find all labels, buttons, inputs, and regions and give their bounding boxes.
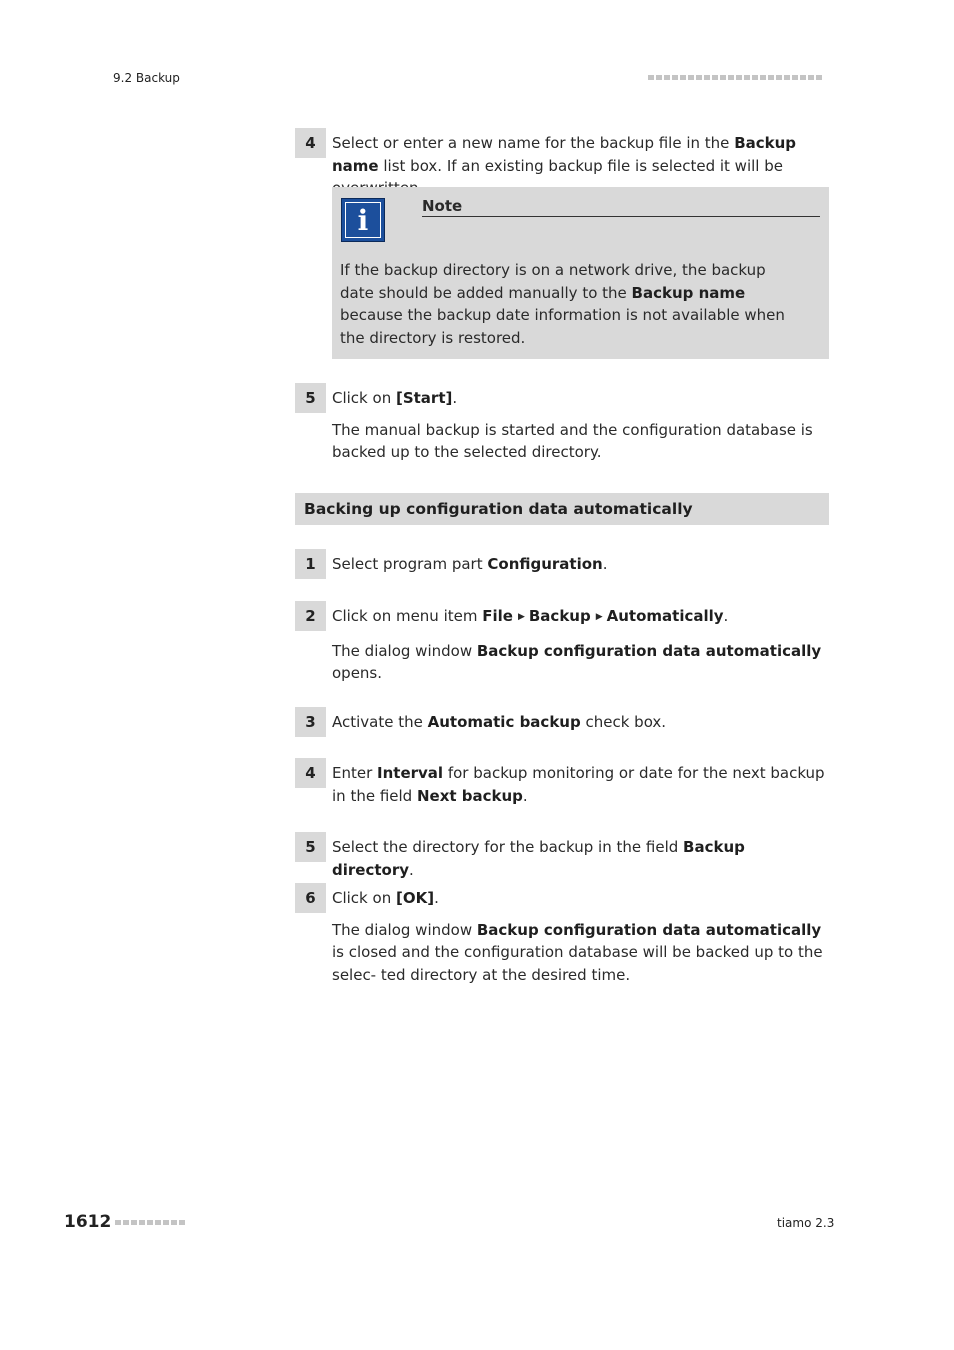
step-1-select-configuration xyxy=(295,549,829,576)
step-5-select-directory xyxy=(295,832,829,881)
step-number: 4 xyxy=(295,128,326,158)
step-3-activate-checkbox xyxy=(295,707,829,734)
menu-arrow-icon: ▶ xyxy=(517,612,525,622)
step-4-enter-interval xyxy=(295,758,829,807)
step-result: The dialog window Backup configuration data automatically is closed and the configuration database will be backed up to the selec- ted directory at the desired time. xyxy=(332,920,823,984)
step-5-click-start xyxy=(295,383,829,464)
header-decoration xyxy=(648,75,822,80)
step-number: 6 xyxy=(295,883,326,913)
step-result: The dialog window Backup configuration data automatically opens. xyxy=(332,641,822,682)
page-number: 1612 xyxy=(64,1212,112,1232)
step-number: 5 xyxy=(295,832,326,862)
step-number: 4 xyxy=(295,758,326,788)
step-number: 5 xyxy=(295,383,326,413)
step-text: Click on [OK]. xyxy=(332,889,439,907)
step-2-menu-item xyxy=(295,601,829,685)
footer-decoration xyxy=(115,1220,185,1225)
step-text: Click on [Start]. xyxy=(332,389,458,407)
menu-arrow-icon: ▶ xyxy=(595,612,603,622)
running-header-section: 9.2 Backup xyxy=(113,71,180,85)
step-6-click-ok xyxy=(295,883,829,986)
step-result: The manual backup is started and the configuration database is backed up to the selected directory. xyxy=(332,420,813,461)
step-number: 2 xyxy=(295,601,326,631)
step-text: Select or enter a new name for the backup file in the Backup name list box. If an existing backup file is selected it will be xyxy=(332,134,797,175)
step-number: 3 xyxy=(295,707,326,737)
note-box xyxy=(332,187,829,359)
product-name: tiamo 2.3 xyxy=(777,1216,835,1230)
info-icon: i xyxy=(341,198,385,242)
step-number: 1 xyxy=(295,549,326,579)
step-text: Click on menu item File ▶ Backup ▶ Automatically. xyxy=(332,607,729,625)
section-heading: Backing up configuration data automatically xyxy=(295,493,829,525)
step-text: Activate the Automatic backup check box. xyxy=(332,713,667,731)
note-body: If the backup directory is on a network drive, the backup date should be added manually to the Backup name because the backup date information is not available when the directory is restored. xyxy=(340,261,785,347)
step-text: Select the directory for the backup in the field Backup directory. xyxy=(332,838,745,879)
note-title: Note xyxy=(422,197,820,217)
step-text: Enter Interval for backup monitoring or date for the next backup in the field Next backup. xyxy=(332,764,825,805)
step-text: Select program part Configuration. xyxy=(332,555,608,573)
